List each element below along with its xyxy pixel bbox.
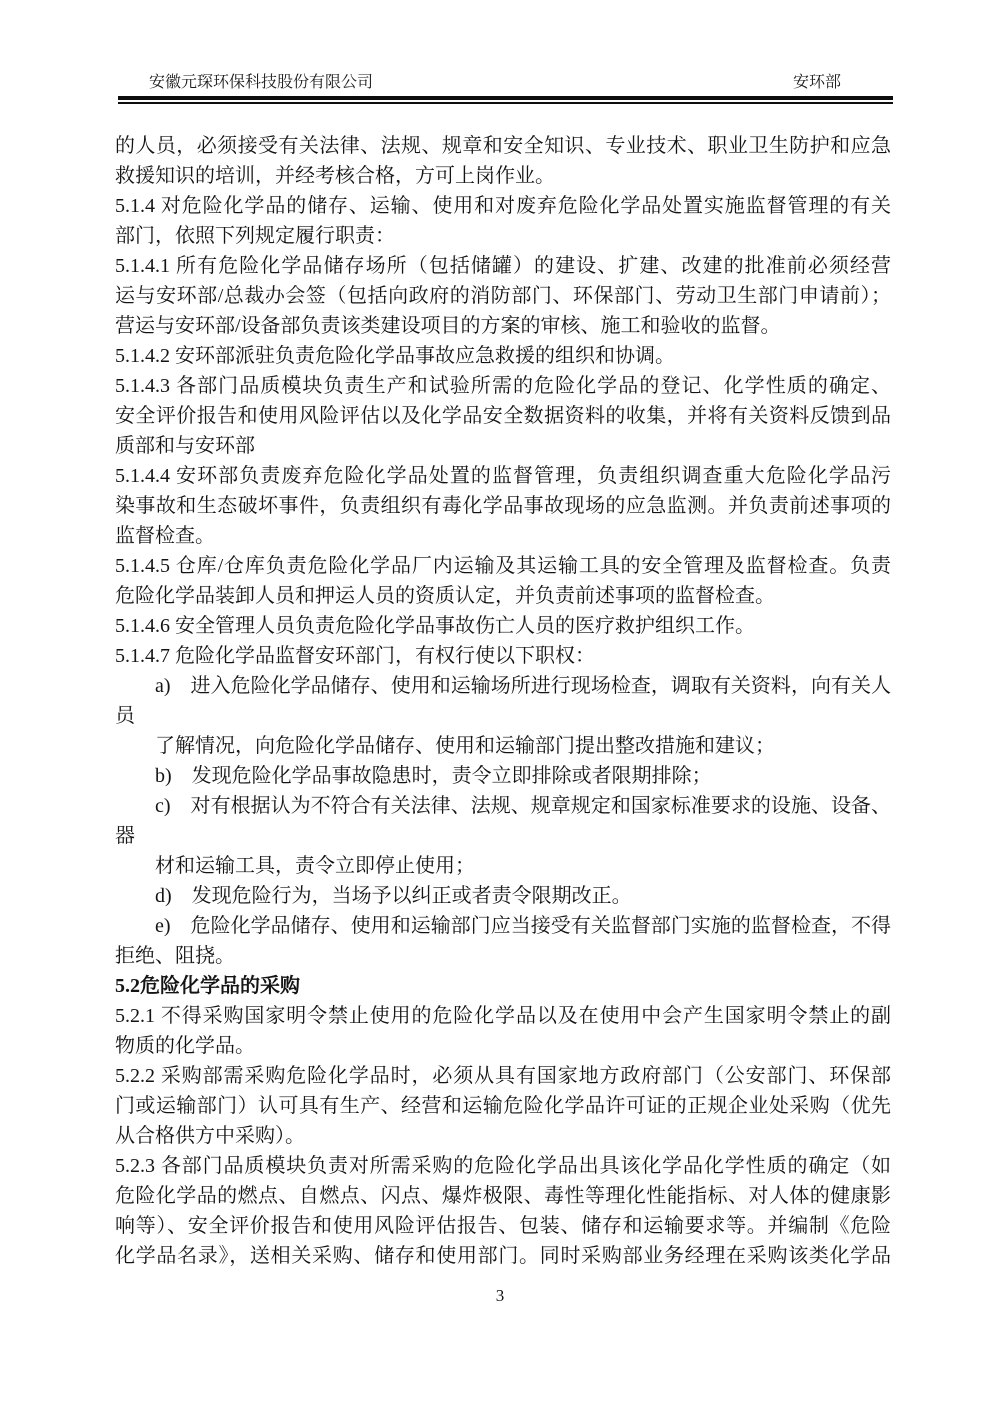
text-line: 5.1.4.1 所有危险化学品储存场所（包括储罐）的建设、扩建、改建的批准前必须经营 [115,255,891,277]
text-line: 5.2.3 各部门品质模块负责对所需采购的危险化学品出具该化学品化学性质的确定（如 [115,1155,891,1177]
header-company-name: 安徽元琛环保科技股份有限公司 [149,74,374,91]
text-line: 员 [115,705,135,727]
text-line: 5.1.4.5 仓库/仓库负责危险化学品厂内运输及其运输工具的安全管理及监督检查。负责 [115,555,891,577]
text-line: 物质的化学品。 [115,1035,255,1057]
text-line: 5.1.4 对危险化学品的储存、运输、使用和对废弃危险化学品处置实施监督管理的有关 [115,195,891,217]
text-line: 营运与安环部/设备部负责该类建设项目的方案的审核、施工和验收的监督。 [115,315,781,337]
text-line: 救援知识的培训，并经考核合格，方可上岗作业。 [115,165,555,187]
page-footer [0,1284,1000,1308]
text-line: 部门，依照下列规定履行职责： [115,225,395,247]
text-line: 了解情况，向危险化学品储存、使用和运输部门提出整改措施和建议； [155,735,775,757]
text-line: 拒绝、阻挠。 [115,945,235,967]
text-line: 的人员，必须接受有关法律、法规、规章和安全知识、专业技术、职业卫生防护和应急 [115,135,891,157]
header-rule-divider [118,96,893,104]
text-line: 5.2.1 不得采购国家明令禁止使用的危险化学品以及在使用中会产生国家明令禁止的副 [115,1005,891,1027]
text-line: a) 进入危险化学品储存、使用和运输场所进行现场检查，调取有关资料，向有关人 [155,675,891,697]
text-line: 危险化学品的燃点、自燃点、闪点、爆炸极限、毒性等理化性能指标、对人体的健康影 [115,1185,891,1207]
header-department: 安环部 [792,74,841,91]
text-line: 染事故和生态破坏事件，负责组织有毒化学品事故现场的应急监测。并负责前述事项的 [115,495,891,517]
text-line: 5.1.4.3 各部门品质模块负责生产和试验所需的危险化学品的登记、化学性质的确定、 [115,375,891,397]
section-heading: 5.2危险化学品的采购 [115,975,300,997]
text-line: 响等）、安全评价报告和使用风险评估报告、包装、储存和运输要求等。并编制《危险 [115,1215,891,1237]
text-line: 质部和与安环部 [115,435,255,457]
text-line: 器 [115,825,135,847]
text-line: 危险化学品装卸人员和押运人员的资质认定，并负责前述事项的监督检查。 [115,585,775,607]
text-line: 监督检查。 [115,525,215,547]
text-line: 材和运输工具，责令立即停止使用； [155,855,475,877]
text-line: 5.2.2 采购部需采购危险化学品时，必须从具有国家地方政府部门（公安部门、环保部 [115,1065,891,1087]
text-line: 化学品名录》，送相关采购、储存和使用部门。同时采购部业务经理在采购该类化学品 [115,1245,891,1267]
page-header [149,72,841,94]
text-line: 5.1.4.2 安环部派驻负责危险化学品事故应急救援的组织和协调。 [115,345,675,367]
text-line: b) 发现危险化学品事故隐患时，责令立即排除或者限期排除； [155,765,712,787]
text-line: 门或运输部门）认可具有生产、经营和运输危险化学品许可证的正规企业处采购（优先 [115,1095,891,1117]
text-line: 5.1.4.7 危险化学品监督安环部门，有权行使以下职权： [115,645,595,667]
document-body [115,131,891,1271]
text-line: 运与安环部/总裁办会签（包括向政府的消防部门、环保部门、劳动卫生部门申请前）； [115,285,891,307]
text-line: 安全评价报告和使用风险评估以及化学品安全数据资料的收集，并将有关资料反馈到品 [115,405,891,427]
text-line: 5.1.4.4 安环部负责废弃危险化学品处置的监督管理，负责组织调查重大危险化学品污 [115,465,891,487]
page-number: 3 [495,1286,505,1305]
text-line: d) 发现危险行为，当场予以纠正或者责令限期改正。 [155,885,632,907]
text-line: c) 对有根据认为不符合有关法律、法规、规章规定和国家标准要求的设施、设备、 [155,795,891,817]
text-line: 5.1.4.6 安全管理人员负责危险化学品事故伤亡人员的医疗救护组织工作。 [115,615,755,637]
text-line: 从合格供方中采购）。 [115,1125,305,1147]
text-line: e) 危险化学品储存、使用和运输部门应当接受有关监督部门实施的监督检查，不得 [155,915,891,937]
